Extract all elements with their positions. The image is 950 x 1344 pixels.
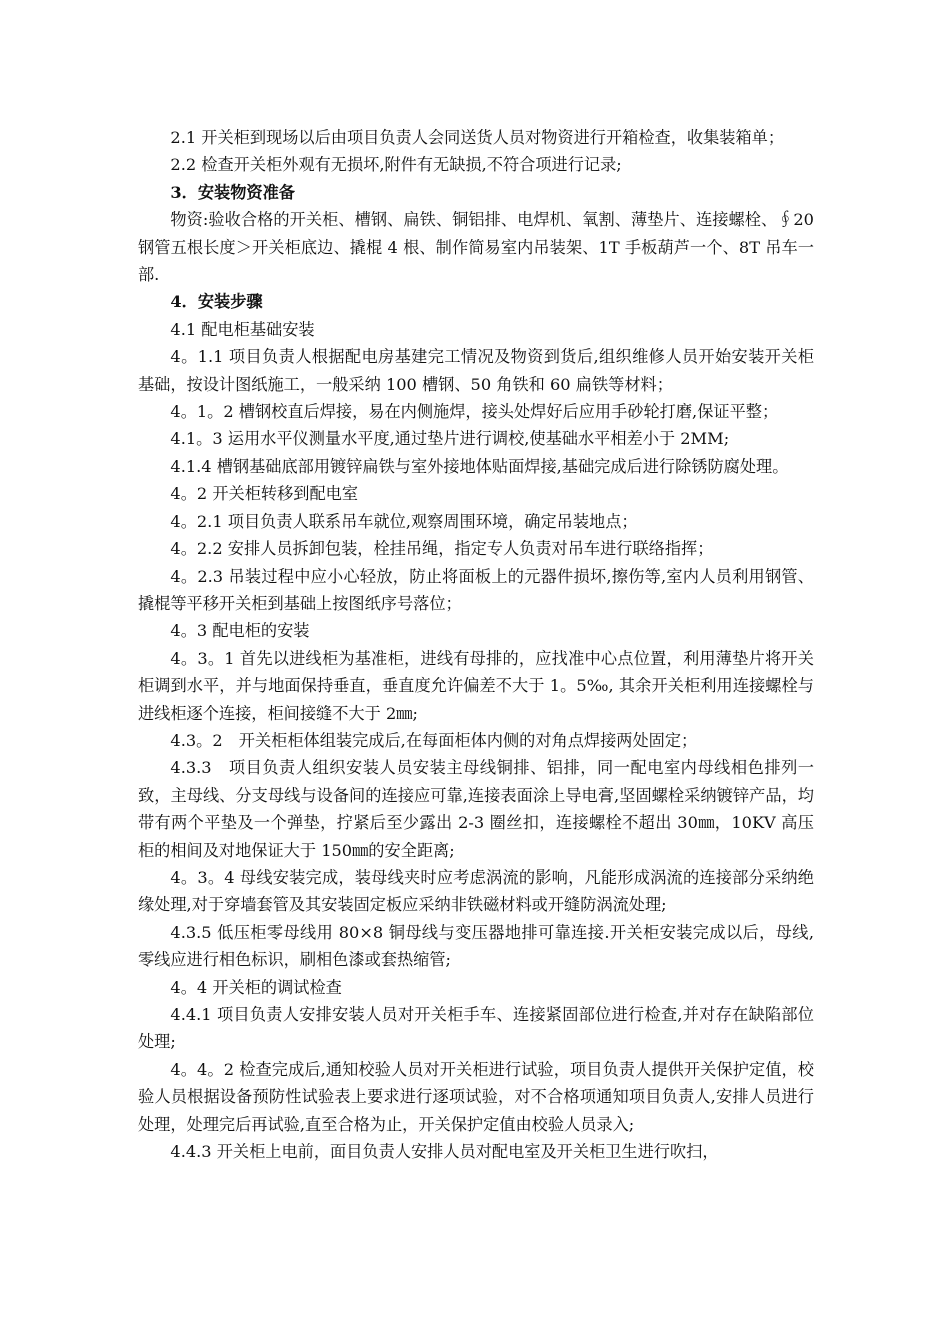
body-paragraph: 4。2 开关柜转移到配电室: [170, 484, 359, 504]
body-paragraph: 4。2.3 吊装过程中应小心轻放，防止将面板上的元器件损坏,擦伤等,室内人员利用钢管、撬棍等平移开关柜到基础上按图纸序号落位；: [138, 566, 814, 613]
body-paragraph: 4。1。2 槽钢校直后焊接，易在内侧施焊，接头处焊好后应用手砂轮打磨,保证平整；: [170, 402, 779, 422]
body-paragraph: 4.1.4 槽钢基础底部用镀锌扁铁与室外接地体贴面焊接,基础完成后进行除锈防腐处理。: [170, 456, 789, 476]
body-paragraph: 4.4.1 项目负责人安排安装人员对开关柜手车、连接紧固部位进行检查,并对存在缺陷部位处理;: [138, 1005, 814, 1052]
body-paragraph: 4.4.3 开关柜上电前，面目负责人安排人员对配电室及开关柜卫生进行吹扫，: [170, 1142, 719, 1162]
body-paragraph: 4。4 开关柜的调试检查: [170, 977, 342, 997]
body-paragraph: 4.1 配电柜基础安装: [170, 319, 315, 339]
body-paragraph: 4.3.5 低压柜零母线用 80×8 铜母线与变压器地排可靠连接.开关柜安装完成以后，母线,零线应进行相色标识，刷相色漆或套热缩管;: [138, 922, 814, 970]
body-paragraph: 4。3 配电柜的安装: [170, 621, 310, 641]
body-paragraph: 4。3。1 首先以进线柜为基准柜，进线有母排的，应找准中心点位置，利用薄垫片将开关柜调到水平，并与地面保持垂直，垂直度允许偏差不大于 1。5‰, 其余开关柜利用连接螺栓与进线柜逐个连接，柜间接缝不大于 2㎜;: [138, 648, 814, 723]
body-paragraph: 4。2.1 项目负责人联系吊车就位,观察周围环境，确定吊装地点；: [170, 511, 638, 531]
body-paragraph: 4。2.2 安排人员拆卸包装，栓挂吊绳，指定专人负责对吊车进行联络指挥；: [170, 539, 714, 559]
document-body: [138, 124, 814, 1165]
section-heading: 3．安装物资准备: [170, 182, 295, 202]
body-paragraph: 4.1。3 运用水平仪测量水平度,通过垫片进行调校,使基础水平相差小于 2MM;: [170, 429, 730, 449]
body-paragraph: 4.3。2 开关柜柜体组装完成后,在每面柜体内侧的对角点焊接两处固定；: [170, 730, 698, 750]
section-heading: 4．安装步骤: [170, 292, 263, 312]
body-paragraph: 4。3。4 母线安装完成，装母线夹时应考虑涡流的影响，凡能形成涡流的连接部分采纳绝缘处理,对于穿墙套管及其安装固定板应采纳非铁磁材料或开缝防涡流处理;: [138, 867, 814, 915]
body-paragraph: 4.3.3 项目负责人组织安装人员安装主母线铜排、铝排，同一配电室内母线相色排列一致，主母线、分支母线与设备间的连接应可靠,连接表面涂上导电膏,坚固螺栓采纳镀锌产品，均带有两个平垫及一个弹垫，拧紧后至少露出 2-3 圈丝扣，连接螺栓不超出 30㎜，10KV 高压柜的相间及对地保证大于 150㎜的安全距离;: [138, 758, 814, 860]
body-paragraph: 2.2 检查开关柜外观有无损坏,附件有无缺损,不符合项进行记录;: [170, 155, 622, 175]
body-paragraph: 物资:验收合格的开关柜、槽钢、扁铁、铜铝排、电焊机、氧割、薄垫片、连接螺栓、∮20 钢管五根长度＞开关柜底边、撬棍 4 根、制作简易室内吊装架、1T 手板葫芦一个、8T 吊车一部.: [138, 210, 814, 285]
body-paragraph: 2.1 开关柜到现场以后由项目负责人会同送货人员对物资进行开箱检查，收集装箱单；: [170, 128, 785, 147]
body-paragraph: 4。4。2 检查完成后,通知校验人员对开关柜进行试验，项目负责人提供开关保护定值，校验人员根据设备预防性试验表上要求进行逐项试验，对不合格项通知项目负责人,安排人员进行处理，处理完后再试验,直至合格为止，开关保护定值由校验人员录入;: [138, 1059, 814, 1134]
body-paragraph: 4。1.1 项目负责人根据配电房基建完工情况及物资到货后,组织维修人员开始安装开关柜基础，按设计图纸施工，一般采纳 100 槽钢、50 角铁和 60 扁铁等材料；: [138, 347, 814, 394]
